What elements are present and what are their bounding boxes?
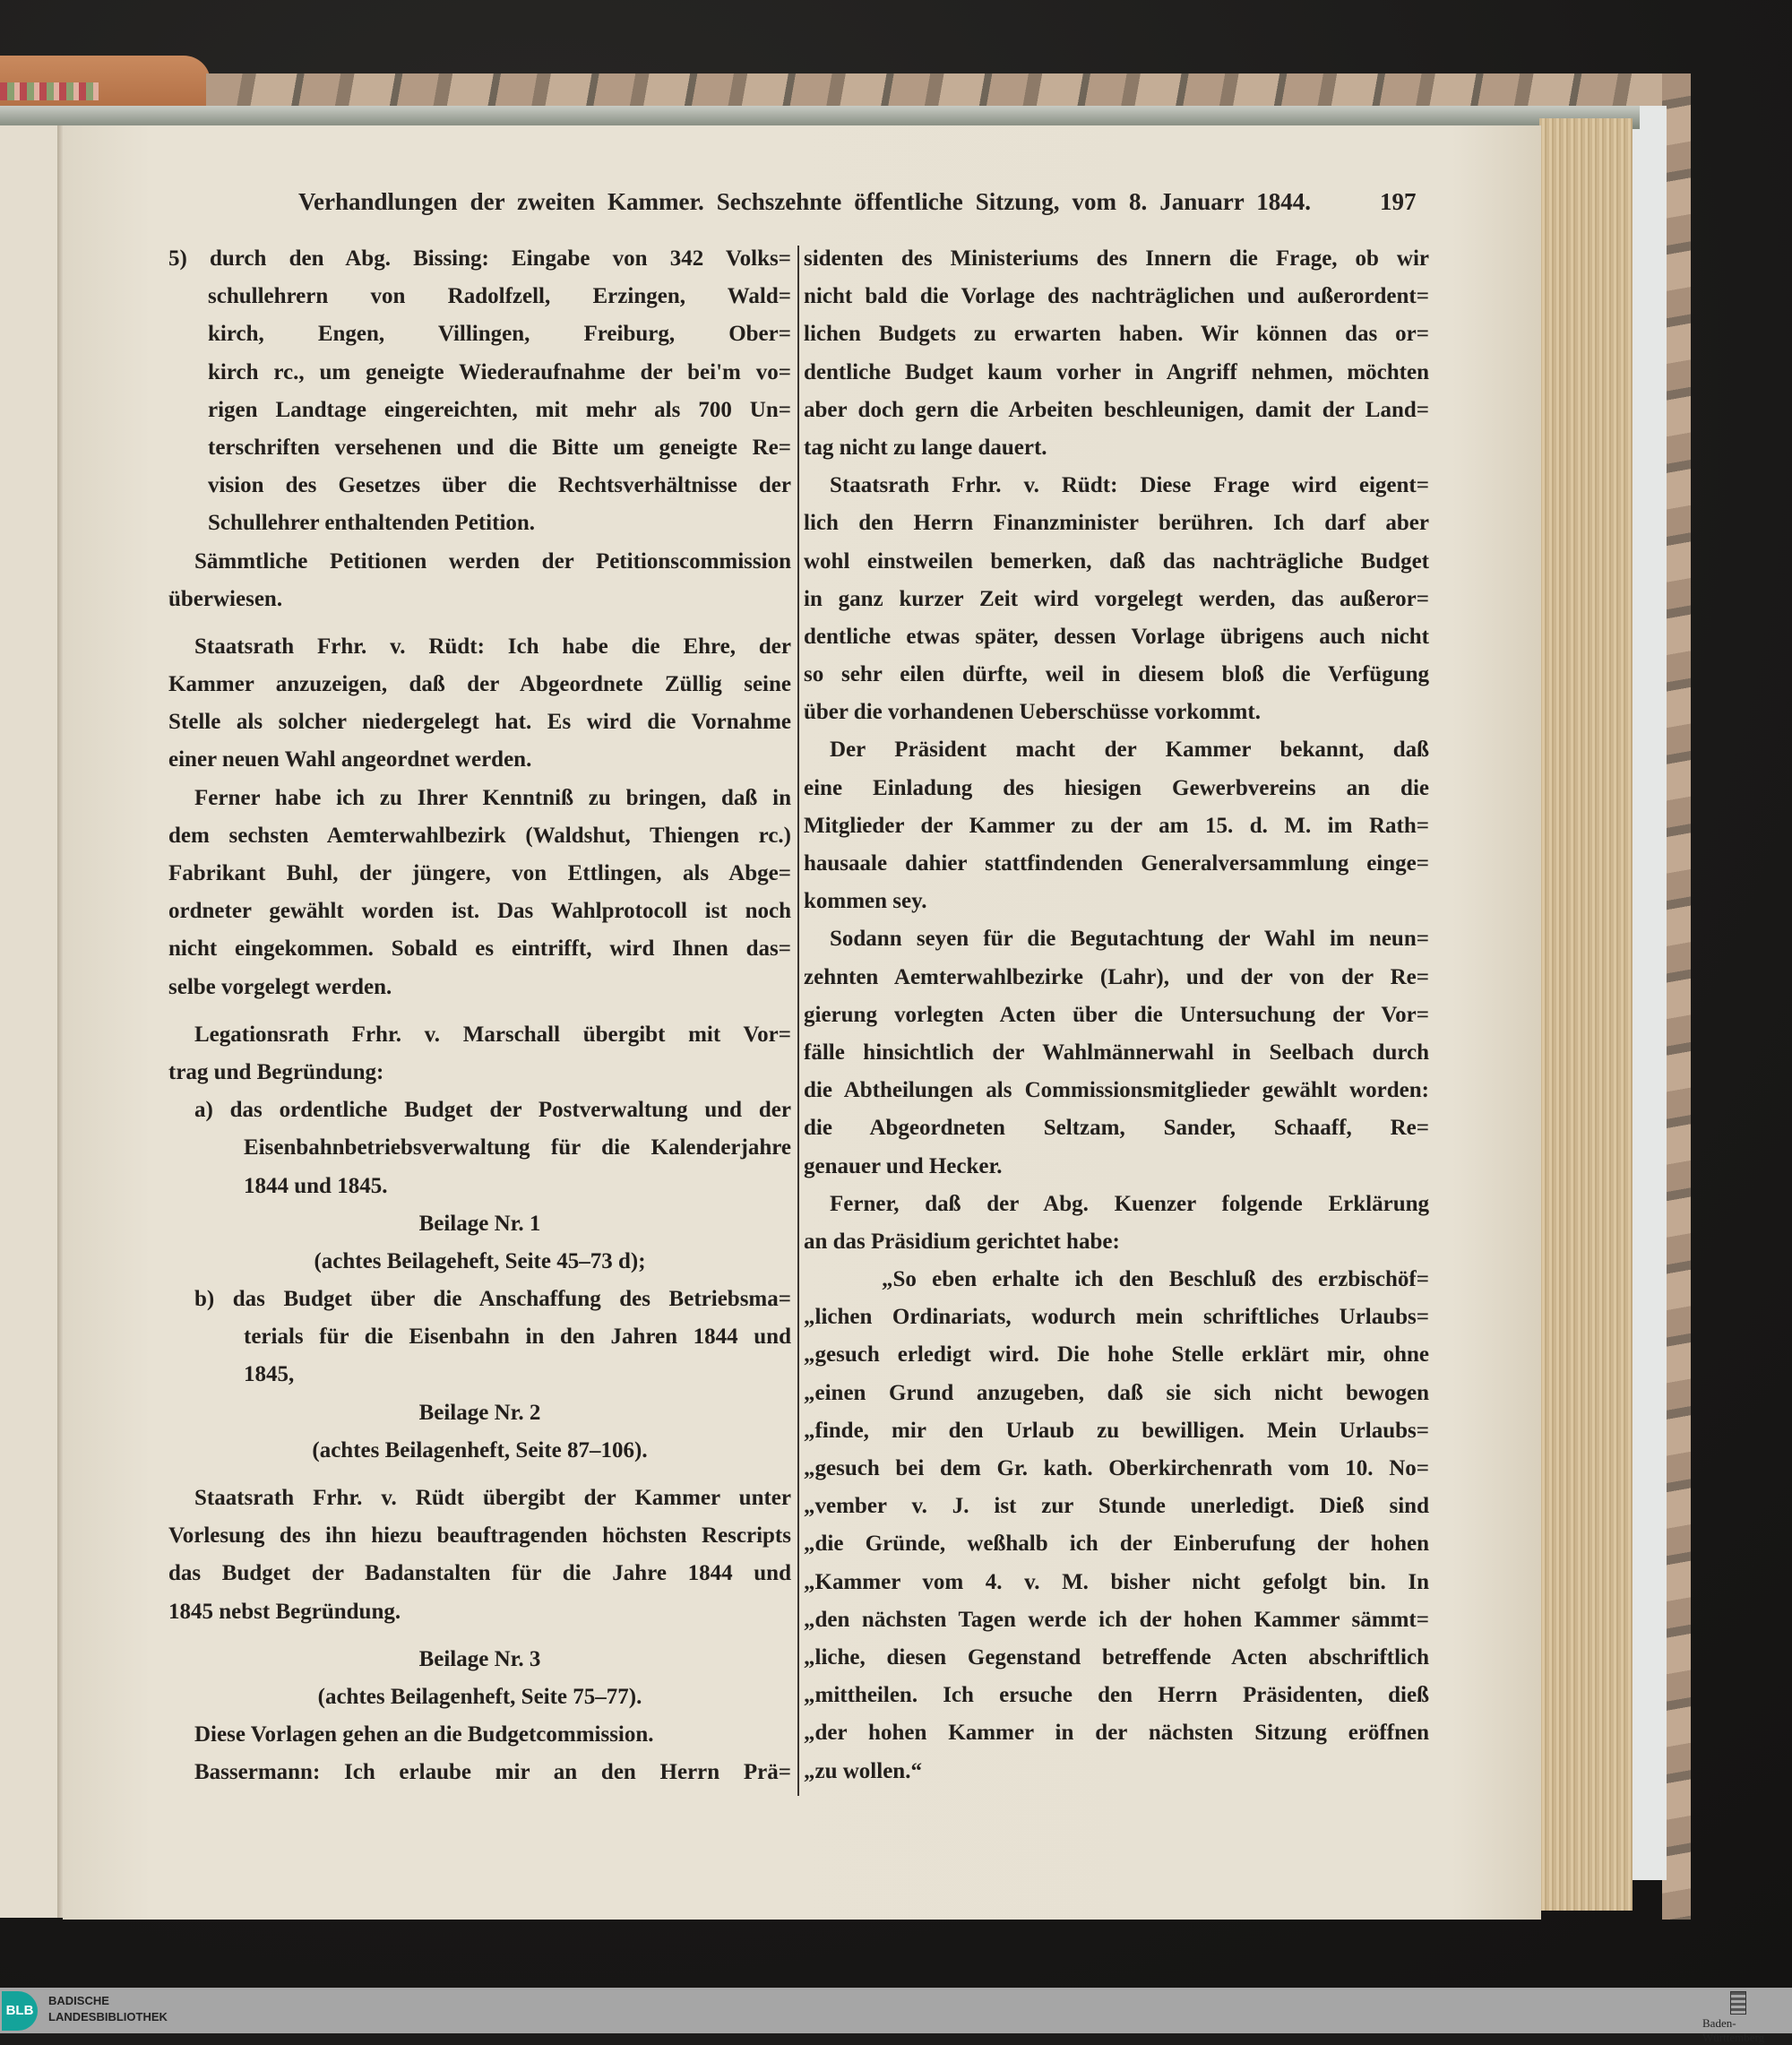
text-line: „gesuch erledigt wird. Die hohe Stelle erklärt mir, ohne [804,1342,1429,1368]
text-line: „die Gründe, weßhalb ich der Einberufung der hohen [804,1532,1429,1557]
text-line: rigen Landtage eingereichten, mit mehr als 700 Un= [208,397,791,422]
text-line: terschriften versehenen und die Bitte um geneigte Re= [208,435,791,460]
coat-of-arms-icon [1730,1991,1746,2015]
text-line: Sämmtliche Petitionen werden der Petitionscommission [194,548,791,574]
paragraph [804,731,1429,920]
list-item-b [168,1281,791,1394]
text-line: „zu wollen.“ [804,1758,922,1783]
text-line: nicht bald die Vorlage des nachträglichen und außerordent= [804,284,1429,309]
text-line: „den nächsten Tagen werde ich der hohen Kammer sämmt= [804,1607,1429,1632]
text-line: 1845, [244,1362,295,1387]
attachment-reference: (achtes Beilagenheft, Seite 87–106). [312,1437,648,1463]
text-line: nicht eingekommen. Sobald es eintrifft, wird Ihnen das= [168,936,791,962]
attachment-reference: (achtes Beilagenheft, Seite 75–77). [317,1684,642,1709]
text-line: Bassermann: Ich erlaube mir an den Herrn Prä= [194,1760,791,1785]
text-line: lichen Budgets zu erwarten haben. Wir können das or= [804,322,1429,347]
text-line: selbe vorgelegt werden. [168,974,392,999]
text-line: schullehrern von Radolfzell, Erzingen, Wald= [208,284,791,309]
text-line: 1844 und 1845. [244,1173,388,1198]
text-line: hausaale dahier stattfindenden Generalversammlung einge= [804,851,1429,876]
text-line: Ferner, daß der Abg. Kuenzer folgende Erklärung [830,1191,1429,1216]
text-line: dentliche etwas später, dessen Vorlage übrigens auch nicht [804,624,1429,649]
text-line: so sehr eilen dürfte, weil in diesem bloß die Verfügung [804,662,1429,687]
column-divider [797,246,799,1796]
running-head: Verhandlungen der zweiten Kammer. Sechszehnte öffentliche Sitzung, vom 8. Januarr 1844. [298,188,1311,215]
library-footer-bar [0,1988,1792,2033]
text-line: das Budget der Badanstalten für die Jahre 1844 und [168,1561,791,1586]
text-line: Staatsrath Frhr. v. Rüdt: Ich habe die Ehre, der [194,634,791,659]
text-line: einer neuen Wahl angeordnet werden. [168,747,532,772]
text-line: „vember v. J. ist zur Stunde unerledigt. Dieß sind [804,1494,1429,1519]
text-line: an das Präsidium gerichtet habe: [804,1229,1120,1254]
text-line: eine Einladung des hiesigen Gewerbvereins an die [804,775,1429,800]
paragraph [804,920,1429,1185]
paragraph [804,240,1429,467]
text-line: kirch rc., um geneigte Wiederaufnahme der bei'm vo= [208,359,791,384]
text-line: ordneter gewählt worden ist. Das Wahlprotocoll ist noch [168,899,791,924]
text-line: Stelle als solcher niedergelegt hat. Es wird die Vornahme [168,710,791,735]
text-line: kommen sey. [804,889,927,914]
text-line: Staatsrath Frhr. v. Rüdt: Diese Frage wird eigent= [830,473,1429,498]
text-line: Sodann seyen für die Begutachtung der Wahl im neun= [830,927,1429,952]
paragraph [168,543,791,618]
text-line: Diese Vorlagen gehen an die Budgetcommission. [194,1722,654,1747]
paragraph [804,467,1429,731]
text-line: „der hohen Kammer in der nächsten Sitzung eröffnen [804,1721,1429,1746]
text-line: 1845 nebst Begründung. [168,1599,401,1624]
text-line: „einen Grund anzugeben, daß sie sich nicht bewogen [804,1380,1429,1405]
text-line: „So eben erhalte ich den Beschluß des erzbischöf= [882,1267,1429,1292]
paragraph [168,1480,791,1631]
marbled-cover-top [206,73,1689,109]
text-line: Der Präsident macht der Kammer bekannt, daß [830,738,1429,763]
blb-logo: BLB [2,1991,38,2031]
text-line: Staatsrath Frhr. v. Rüdt übergibt der Kammer unter [194,1486,791,1510]
text-line: Legationsrath Frhr. v. Marschall übergibt mit Vor= [194,1022,791,1047]
text-line: Vorlesung des ihn hiezu beauftragenden höchsten Rescripts [168,1523,791,1549]
attachment-label: Beilage Nr. 2 [418,1400,541,1425]
text-line: terials für die Eisenbahn in den Jahren 1844 und [244,1325,791,1350]
text-line: Eisenbahnbetriebsverwaltung für die Kalenderjahre [244,1135,791,1161]
text-line: Mitglieder der Kammer zu der am 15. d. M. im Rath= [804,813,1429,838]
text-line: kirch, Engen, Villingen, Freiburg, Ober= [208,322,791,347]
attachment-reference: (achtes Beilageheft, Seite 45–73 d); [314,1248,646,1273]
text-line: Kammer anzuzeigen, daß der Abgeordnete Züllig seine [168,672,791,697]
paragraph [804,1186,1429,1261]
text-line: Fabrikant Buhl, der jüngere, von Ettlingen, als Abge= [168,861,791,885]
text-line: wohl einstweilen bemerken, daß das nachträgliche Budget [804,548,1429,574]
text-line: die Abtheilungen als Commissionsmitglieder gewählt worden: [804,1078,1429,1103]
attachment-label: Beilage Nr. 1 [418,1211,541,1236]
text-line: Schullehrer enthaltenden Petition. [208,511,536,536]
page-number: 197 [1380,188,1417,215]
text-line: b) das Budget über die Anschaffung des Betriebsma= [194,1287,791,1312]
text-line: „mittheilen. Ich ersuche den Herrn Präsidenten, dieß [804,1683,1429,1708]
text-line: vision des Gesetzes über die Rechtsverhältnisse der [208,473,791,498]
quotation [804,1261,1429,1790]
page-block-edges [1539,118,1633,1911]
text-line: „Kammer vom 4. v. M. bisher nicht gefolgt bin. In [804,1569,1429,1594]
paragraph-petition-5 [168,240,791,543]
text-line: die Abgeordneten Seltzam, Sander, Schaaff, Re= [804,1116,1429,1141]
left-column [168,240,791,1792]
text-line: aber doch gern die Arbeiten beschleunigen, damit der Land= [804,397,1429,422]
text-line: genauer und Hecker. [804,1153,1003,1178]
state-label: Baden-Württemberg [1702,2016,1765,2044]
text-line: lich den Herrn Finanzminister berühren. Ich darf aber [804,511,1429,536]
text-line: a) das ordentliche Budget der Postverwaltung und der [194,1098,791,1123]
paragraph [168,628,791,780]
library-name-line2: LANDESBIBLIOTHEK [48,2010,168,2023]
list-item-a [168,1092,791,1205]
text-line: zehnten Aemterwahlbezirke (Lahr), und der von der Re= [804,964,1429,989]
text-line: dentliche Budget kaum vorher in Angriff nehmen, möchten [804,359,1429,384]
book-headband [0,82,99,100]
text-line: „finde, mir den Urlaub zu bewilligen. Mein Urlaubs= [804,1418,1429,1443]
text-line: 5) durch den Abg. Bissing: Eingabe von 342 Volks= [168,246,791,271]
text-line: über die vorhandenen Ueberschüsse vorkommt. [804,700,1261,725]
text-line: überwiesen. [168,586,283,611]
text-line: in ganz kurzer Zeit wird vorgelegt werden, das außeror= [804,586,1429,611]
text-line: „liche, diesen Gegenstand betreffende Acten abschriftlich [804,1644,1429,1670]
paragraph [168,780,791,1006]
text-line: Ferner habe ich zu Ihrer Kenntniß zu bringen, daß in [194,785,791,810]
left-page-strip [0,125,59,1918]
text-line: trag und Begründung: [168,1059,384,1084]
text-line: gierung vorlegten Acten über die Untersuchung der Vor= [804,1002,1429,1027]
text-line: „lichen Ordinariats, wodurch mein schriftliches Urlaubs= [804,1305,1429,1330]
text-line: dem sechsten Aemterwahlbezirk (Waldshut, Thiengen rc.) [168,823,791,848]
library-name-line1: BADISCHE [48,1994,109,2007]
paragraph [168,1016,791,1092]
text-line: tag nicht zu lange dauert. [804,435,1047,460]
text-line: „gesuch bei dem Gr. kath. Oberkirchenrath vom 10. No= [804,1456,1429,1480]
right-column [804,240,1429,1790]
text-line: fälle hinsichtlich der Wahlmännerwahl in Seelbach durch [804,1040,1429,1065]
attachment-label: Beilage Nr. 3 [418,1646,541,1671]
text-line: sidenten des Ministeriums des Innern die Frage, ob wir [804,246,1429,271]
